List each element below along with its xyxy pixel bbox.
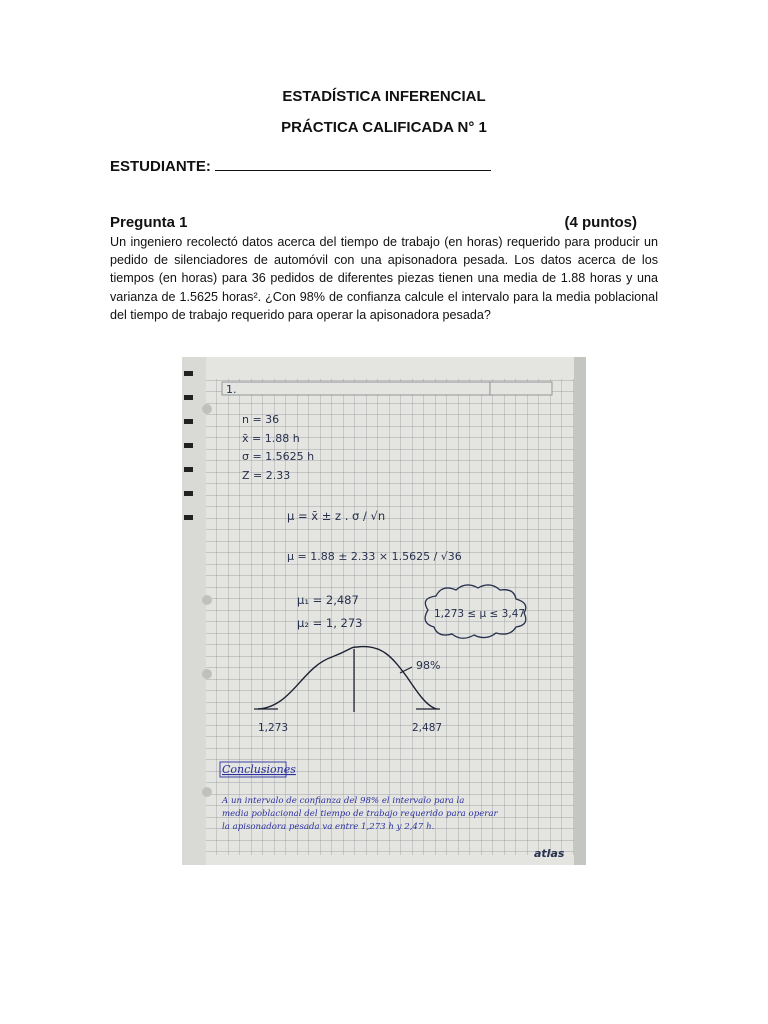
hw-conclusion-line2: media poblacional del tiempo de trabajo requerido para operar bbox=[222, 809, 498, 819]
punch-hole bbox=[202, 404, 212, 414]
notebook-page bbox=[182, 357, 586, 865]
student-label: ESTUDIANTE: bbox=[110, 158, 211, 175]
student-field bbox=[110, 156, 491, 175]
hw-z: Z = 2.33 bbox=[242, 469, 291, 482]
document-title: ESTADÍSTICA INFERENCIAL bbox=[282, 88, 486, 105]
hw-upper-bound: 2,487 bbox=[412, 722, 443, 734]
hw-formula: μ = x̄ ± z . σ / √n bbox=[287, 509, 386, 523]
hw-item-number: 1. bbox=[226, 383, 237, 396]
question-points: (4 puntos) bbox=[564, 214, 637, 231]
hw-xbar: x̄ = 1.88 h bbox=[242, 432, 300, 445]
student-blank-line bbox=[215, 156, 491, 171]
hw-substitution: μ = 1.88 ± 2.33 × 1.5625 / √36 bbox=[287, 550, 462, 563]
question-heading: Pregunta 1 bbox=[110, 214, 188, 231]
hw-sigma: σ = 1.5625 h bbox=[242, 450, 315, 463]
question-header bbox=[110, 214, 658, 231]
punch-hole bbox=[202, 669, 212, 679]
hw-lower-bound: 1,273 bbox=[258, 722, 289, 734]
hw-conclusion-line1: A un intervalo de confianza del 98% el intervalo para la bbox=[222, 796, 465, 806]
hw-conclusion-line3: la apisonadora pesada va entre 1,273 h y 2,47 h. bbox=[222, 822, 435, 832]
hw-n: n = 36 bbox=[242, 413, 280, 426]
hw-mu1: μ₁ = 2,487 bbox=[297, 593, 359, 607]
document-subtitle: PRÁCTICA CALIFICADA N° 1 bbox=[281, 119, 487, 136]
hw-confidence: 98% bbox=[416, 659, 441, 672]
notebook-photo bbox=[182, 357, 586, 865]
hw-conclusion-title: Conclusiones bbox=[222, 763, 296, 776]
punch-hole bbox=[202, 595, 212, 605]
brand-logo: atlas bbox=[534, 847, 565, 860]
hw-mu2: μ₂ = 1, 273 bbox=[297, 616, 363, 630]
punch-hole bbox=[202, 787, 212, 797]
hw-interval: 1,273 ≤ μ ≤ 3,47 bbox=[434, 608, 526, 620]
question-text: Un ingeniero recolectó datos acerca del tiempo de trabajo (en horas) requerido para producir un pedido de silenciadores de automóvil con una apisonadora pesada. Los datos acerca de los tiempos (en horas) para 36 pedidos de diferentes piezas tienen una media de 1.88 horas y una varianza de 1.5625 horas². ¿Con 98% de confianza calcule el intervalo para la media poblacional del tiempo de trabajo requerido para operar la apisonadora pesada? bbox=[110, 235, 658, 322]
